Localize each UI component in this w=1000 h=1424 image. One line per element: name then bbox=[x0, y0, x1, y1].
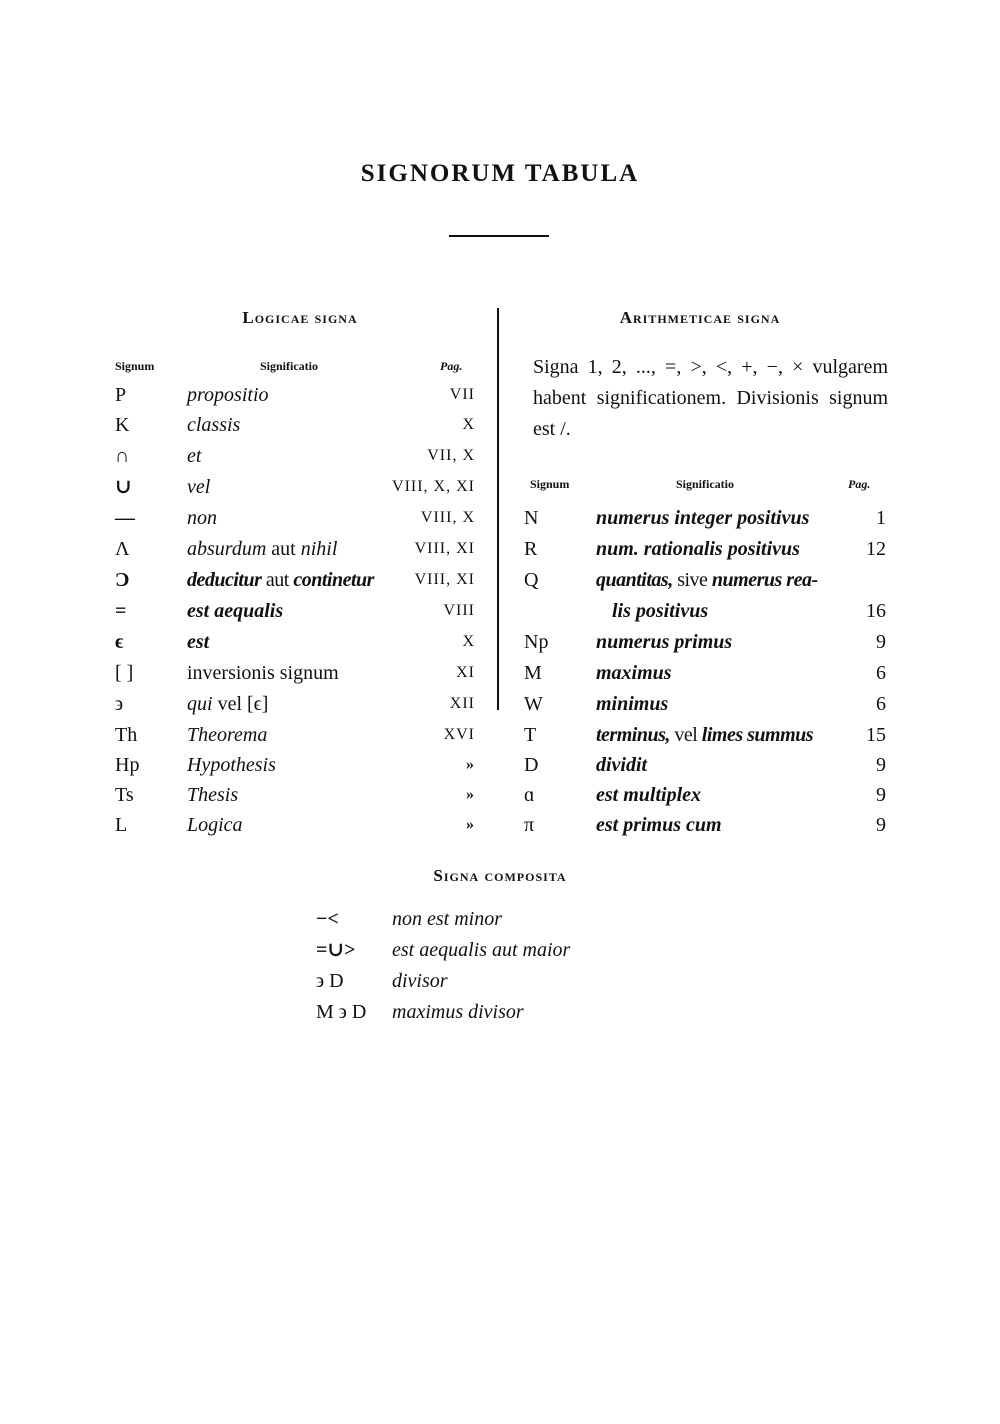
logic-row bbox=[115, 627, 475, 657]
logic-meaning-group bbox=[187, 689, 268, 719]
arith-meaning-alt: numerus rea- bbox=[711, 569, 818, 591]
logic-page: X bbox=[462, 633, 475, 650]
logic-symbol: P bbox=[115, 384, 127, 406]
logic-page: » bbox=[466, 756, 475, 773]
logic-meaning-alt: nihil bbox=[300, 538, 338, 560]
logic-row bbox=[115, 720, 475, 750]
logic-row bbox=[115, 380, 475, 410]
logic-row bbox=[115, 596, 475, 626]
logic-symbol: ϶ bbox=[115, 693, 124, 715]
arith-symbol: π bbox=[524, 814, 535, 836]
arith-symbol: Np bbox=[524, 631, 549, 653]
composite-meaning: est aequalis aut maior bbox=[392, 939, 571, 961]
logic-meaning-connector: aut bbox=[266, 538, 301, 560]
arith-row bbox=[524, 720, 886, 750]
page-title: SIGNORUM TABULA bbox=[360, 160, 640, 187]
composite-heading: Signa composita bbox=[433, 866, 567, 885]
arith-meaning-alt: limes summus bbox=[701, 724, 814, 746]
logic-row bbox=[115, 750, 475, 780]
logic-row bbox=[115, 441, 475, 471]
logic-meaning: Theorema bbox=[187, 724, 268, 746]
composite-meaning: divisor bbox=[392, 970, 448, 992]
arith-meaning: numerus primus bbox=[596, 631, 733, 653]
logic-symbol: L bbox=[115, 814, 128, 836]
arith-row bbox=[524, 810, 886, 840]
arith-symbol: N bbox=[524, 507, 539, 529]
logic-meaning: qui bbox=[187, 693, 213, 715]
logic-row bbox=[115, 658, 475, 688]
arith-row bbox=[524, 503, 886, 533]
logic-meaning: inversionis signum bbox=[187, 662, 339, 684]
logic-page: VIII bbox=[443, 602, 475, 619]
logic-page: VIII, X bbox=[420, 509, 475, 526]
logic-symbol: = bbox=[115, 600, 127, 622]
arith-row bbox=[524, 596, 886, 626]
logic-row bbox=[115, 689, 475, 719]
logic-meaning: et bbox=[187, 445, 202, 467]
arith-meaning-connector: sive bbox=[672, 569, 712, 591]
logic-symbol: Hp bbox=[115, 754, 140, 776]
logic-row bbox=[115, 472, 475, 502]
arith-symbol: D bbox=[524, 754, 539, 776]
arith-symbol: W bbox=[524, 693, 543, 715]
logic-meaning: Hypothesis bbox=[187, 754, 276, 776]
logic-symbol: — bbox=[115, 507, 135, 529]
arith-meaning: lis positivus bbox=[612, 600, 709, 622]
arith-row bbox=[524, 658, 886, 688]
logic-meaning: non bbox=[187, 507, 217, 529]
logic-row bbox=[115, 503, 475, 533]
arith-page: 9 bbox=[876, 814, 886, 836]
arith-row bbox=[524, 780, 886, 810]
logic-symbol: ∩ bbox=[115, 445, 130, 467]
arith-page: 15 bbox=[866, 724, 886, 746]
arith-meaning: quantitas, bbox=[596, 569, 673, 591]
arith-meaning: est multiplex bbox=[596, 784, 701, 806]
logic-row bbox=[115, 534, 475, 564]
arith-row bbox=[524, 750, 886, 780]
title-rule bbox=[449, 235, 549, 237]
arith-row bbox=[524, 689, 886, 719]
logic-page: X bbox=[462, 416, 475, 433]
arith-symbol: R bbox=[524, 538, 538, 560]
arith-meaning: maximus bbox=[596, 662, 672, 684]
logic-meaning: est bbox=[187, 631, 210, 653]
arith-page: 16 bbox=[866, 600, 886, 622]
logic-meaning-alt: continetur bbox=[293, 569, 374, 591]
logic-meaning: propositio bbox=[187, 384, 269, 406]
arith-meaning-connector: vel bbox=[669, 724, 702, 746]
arith-meaning: num. rationalis positivus bbox=[596, 538, 800, 560]
logic-meaning-connector: vel [ϵ] bbox=[212, 693, 269, 715]
arith-page: 9 bbox=[876, 754, 886, 776]
logic-meaning-group bbox=[187, 565, 374, 595]
logic-page: VII, X bbox=[427, 447, 475, 464]
arith-page: 6 bbox=[876, 662, 886, 684]
arith-page: 6 bbox=[876, 693, 886, 715]
logic-symbol: [ ] bbox=[115, 662, 134, 684]
arith-col-signum: Signum bbox=[530, 477, 570, 491]
composite-symbol: ϶ D bbox=[316, 970, 344, 992]
composite-symbol: M ϶ D bbox=[316, 1001, 367, 1023]
arith-meaning-group bbox=[596, 720, 813, 750]
logic-page: XVI bbox=[443, 726, 475, 743]
logic-meaning: vel bbox=[187, 476, 211, 498]
logic-page: XI bbox=[456, 664, 475, 681]
logic-row bbox=[115, 565, 475, 595]
composite-meaning: non est minor bbox=[392, 908, 502, 930]
logic-symbol: ∪ bbox=[115, 476, 132, 498]
arith-col-significatio: Significatio bbox=[676, 477, 735, 491]
arith-symbol: T bbox=[524, 724, 537, 746]
logic-row bbox=[115, 410, 475, 440]
arith-meaning: terminus, bbox=[596, 724, 670, 746]
arith-heading: Arithmeticae signa bbox=[619, 308, 781, 327]
logic-meaning: est aequalis bbox=[187, 600, 284, 622]
arith-symbol: ɑ bbox=[524, 784, 535, 806]
arith-row bbox=[524, 627, 886, 657]
logic-symbol: Λ bbox=[115, 538, 130, 560]
logic-page: VIII, XI bbox=[414, 571, 475, 588]
logic-row bbox=[115, 810, 475, 840]
logic-meaning: Thesis bbox=[187, 784, 239, 806]
logic-page: » bbox=[466, 816, 475, 833]
logic-col-signum: Signum bbox=[115, 359, 155, 373]
arith-meaning: dividit bbox=[596, 754, 648, 776]
arith-col-pag: Pag. bbox=[848, 477, 871, 491]
logic-heading: Logicae signa bbox=[242, 308, 358, 327]
arith-page: 12 bbox=[866, 538, 886, 560]
logic-symbol: K bbox=[115, 414, 130, 436]
column-divider bbox=[497, 308, 499, 710]
logic-meaning: deducitur bbox=[187, 569, 262, 591]
logic-row bbox=[115, 780, 475, 810]
arith-row bbox=[524, 534, 886, 564]
logic-symbol: Th bbox=[115, 724, 138, 746]
logic-meaning: classis bbox=[187, 414, 241, 436]
logic-symbol: ϵ bbox=[115, 631, 124, 653]
logic-meaning-connector: aut bbox=[261, 569, 294, 591]
logic-col-pag: Pag. bbox=[440, 359, 463, 373]
arith-intro: Signa 1, 2, ..., =, >, <, +, −, × vulgarem habent significationem. Divisionis signum est /. bbox=[533, 356, 888, 440]
logic-col-significatio: Significatio bbox=[260, 359, 319, 373]
logic-meaning: absurdum bbox=[187, 538, 267, 560]
arith-meaning-group bbox=[596, 565, 818, 595]
arith-symbol: Q bbox=[524, 569, 539, 591]
logic-symbol: Ts bbox=[115, 784, 134, 806]
logic-page: VII bbox=[449, 386, 475, 403]
composite-symbol: =∪> bbox=[316, 939, 356, 961]
logic-page: VIII, XI bbox=[414, 540, 475, 557]
arith-page: 1 bbox=[876, 507, 886, 529]
logic-page: XII bbox=[449, 695, 475, 712]
logic-meaning: Logica bbox=[187, 814, 243, 836]
logic-page: » bbox=[466, 786, 475, 803]
logic-page: VIII, X, XI bbox=[392, 478, 475, 495]
arith-row bbox=[524, 565, 886, 595]
arith-meaning: minimus bbox=[596, 693, 669, 715]
arith-meaning: est primus cum bbox=[596, 814, 722, 836]
logic-meaning-group bbox=[187, 534, 337, 564]
logic-symbol: Ɔ bbox=[115, 569, 130, 591]
composite-symbol: −< bbox=[316, 908, 339, 930]
arith-page: 9 bbox=[876, 631, 886, 653]
arith-page: 9 bbox=[876, 784, 886, 806]
composite-meaning: maximus divisor bbox=[392, 1001, 524, 1023]
arith-meaning: numerus integer positivus bbox=[596, 507, 810, 529]
arith-symbol: M bbox=[524, 662, 542, 684]
